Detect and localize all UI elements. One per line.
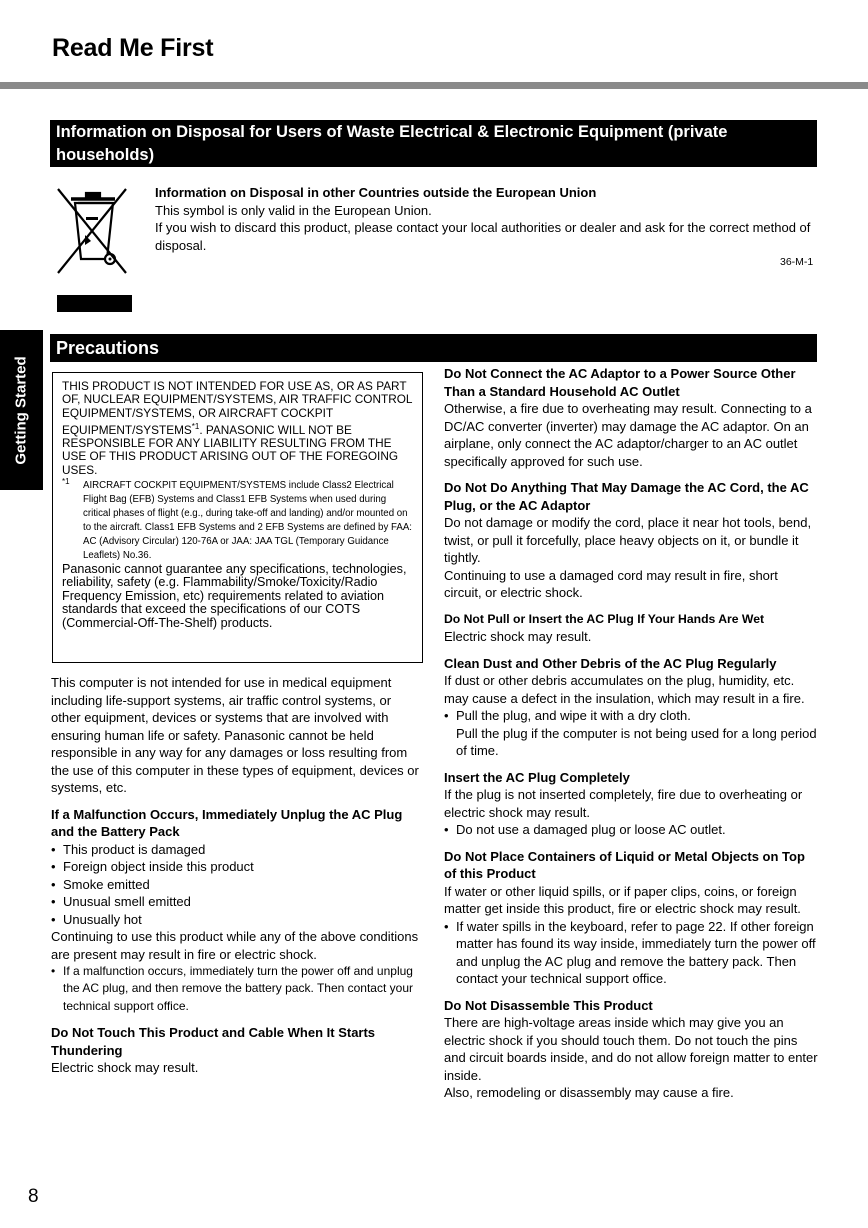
- cord-text-2: Continuing to use a damaged cord may result in fire, short circuit, or electric shock.: [444, 567, 778, 600]
- wet-hands-heading: Do Not Pull or Insert the AC Plug If Your Hands Are Wet: [444, 611, 765, 626]
- medical-paragraph: This computer is not intended for use in medical equipment including life-support systems, air traffic control systems, or other equipment, devices or systems that are involved with ensuring human life or safety. Panasonic cannot be held responsible in any way for any damages or loss resulting from the use of this computer in these types of equipment, devices or systems, etc.: [51, 675, 419, 795]
- insert-heading: Insert the AC Plug Completely: [444, 769, 630, 785]
- dust-text: If dust or other debris accumulates on the plug, humidity, etc. may cause a defect in the insulation, which may result in a fire.: [444, 673, 805, 706]
- thunder-text: Electric shock may result.: [51, 1060, 199, 1076]
- list-item: • Smoke emitted: [51, 876, 424, 894]
- precautions-heading: Precautions: [50, 334, 817, 362]
- disassemble-text-2: Also, remodeling or disassembly may cause a fire.: [444, 1085, 734, 1100]
- notice-footnote: *1 AIRCRAFT COCKPIT EQUIPMENT/SYSTEMS include Class2 Electrical Flight Bag (EFB) Systems and Class1 EFB Systems when used during critical phases of flight (e.g., during take-off and landing) and/or mounted on to the aircraft. Class1 EFB Systems and 2 EFB Systems are defined by FAA: AC (Advisory Circular) 120-76A or JAA: JAA TGL (Temporary Guidance Leaflets) No.36.: [62, 477, 412, 561]
- ac-adaptor-heading: Do Not Connect the AC Adaptor to a Power Source Other Than a Standard Household AC Outlet: [444, 366, 796, 399]
- page-title: Read Me First: [52, 34, 214, 62]
- malfunction-note: • If a malfunction occurs, immediately turn the power off and unplug the AC plug, and then remove the battery pack. Then contact your technical support office.: [51, 963, 424, 1015]
- list-item: • Unusual smell emitted: [51, 893, 424, 911]
- list-item: • This product is damaged: [51, 841, 424, 859]
- malfunction-text: Continuing to use this product while any of the above conditions are present may result in fire or electric shock.: [51, 929, 419, 962]
- insert-text: If the plug is not inserted completely, fire due to overheating or electric shock may result.: [444, 787, 803, 820]
- wet-hands-text: Electric shock may result.: [444, 629, 592, 644]
- list-item: • Foreign object inside this product: [51, 858, 424, 876]
- disposal-subheading: Information on Disposal in other Countries outside the European Union: [155, 185, 597, 200]
- notice-paragraph-1: THIS PRODUCT IS NOT INTENDED FOR USE AS, OR AS PART OF, NUCLEAR EQUIPMENT/SYSTEMS, AIR TRAFFIC CONTROL EQUIPMENT/SYSTEMS, OR AIRCRAFT COCKPIT EQUIPMENT/SYSTEMS$^{*1}$. PANASONIC WILL NOT BE RESPONSIBLE FOR ANY LIABILITY RESULTING FROM THE USE OF THIS PRODUCT ARISING OUT OF THE FOREGOING USES.: [62, 379, 413, 477]
- thunder-heading: Do Not Touch This Product and Cable When It Starts Thundering: [51, 1025, 376, 1058]
- liquid-text: If water or other liquid spills, or if paper clips, coins, or foreign matter get inside this product, fire or electric shock may result.: [444, 883, 801, 916]
- ac-adaptor-text: Otherwise, a fire due to overheating may result. Connecting to a DC/AC converter (inverter) may damage the AC adaptor. On an airplane, only connect the AC adaptor/charger to an AC outlet specifically approved for such use.: [444, 401, 812, 469]
- weee-bar-mark: [57, 295, 132, 312]
- aviation-notice-box: [52, 372, 423, 663]
- disassemble-heading: Do Not Disassemble This Product: [444, 997, 653, 1013]
- disposal-section-heading: Information on Disposal for Users of Waste Electrical & Electronic Equipment (private households): [50, 120, 817, 167]
- crossed-out-wheelie-bin-icon: [52, 183, 134, 281]
- right-column: [444, 365, 818, 1102]
- side-tab-label: Getting Started: [13, 355, 30, 465]
- liquid-heading: Do Not Place Containers of Liquid or Metal Objects on Top of this Product: [444, 848, 805, 881]
- dust-item: • Pull the plug, and wipe it with a dry cloth. Pull the plug if the computer is not being used for a long period of time.: [444, 707, 818, 760]
- dust-heading: Clean Dust and Other Debris of the AC Plug Regularly: [444, 655, 777, 671]
- disposal-code: 36-M-1: [780, 256, 814, 268]
- disposal-line-1: This symbol is only valid in the European Union.: [155, 202, 432, 218]
- left-column: [51, 674, 424, 1077]
- insert-item: • Do not use a damaged plug or loose AC outlet.: [444, 821, 818, 839]
- cord-text-1: Do not damage or modify the cord, place it near hot tools, bend, twist, or pull it forcefully, place heavy objects on it, or bundle it tightly.: [444, 515, 812, 565]
- cord-heading: Do Not Do Anything That May Damage the AC Cord, the AC Plug, or the AC Adaptor: [444, 480, 809, 513]
- side-tab: [0, 330, 43, 490]
- disposal-line-2: If you wish to discard this product, please contact your local authorities or dealer and ask for the correct method of disposal.: [155, 220, 811, 253]
- disassemble-text-1: There are high-voltage areas inside which may give you an electric shock if you should touch them. Do not touch the pins and circuit boards inside, and do not allow foreign matter to enter inside.: [444, 1015, 818, 1083]
- liquid-item: • If water spills in the keyboard, refer to page 22. If other foreign matter has found its way inside, immediately turn the power off and unplug the AC plug and remove the battery pack. Then contact your technical support office.: [444, 918, 818, 988]
- notice-paragraph-2: Panasonic cannot guarantee any specifications, technologies, reliability, safety (e.g. Flammability/Smoke/Toxicity/Radio Frequency Emission, etc) requirements related to aviation standards that exceed the specifications of our COTS (Commercial-Off-The-Shelf) products.: [62, 562, 407, 630]
- malfunction-list: [51, 841, 424, 929]
- list-item: • Unusually hot: [51, 911, 424, 929]
- title-divider: [0, 82, 868, 89]
- malfunction-heading: If a Malfunction Occurs, Immediately Unplug the AC Plug and the Battery Pack: [51, 806, 403, 839]
- disposal-text: [155, 184, 817, 254]
- page-number: 8: [28, 1186, 39, 1207]
